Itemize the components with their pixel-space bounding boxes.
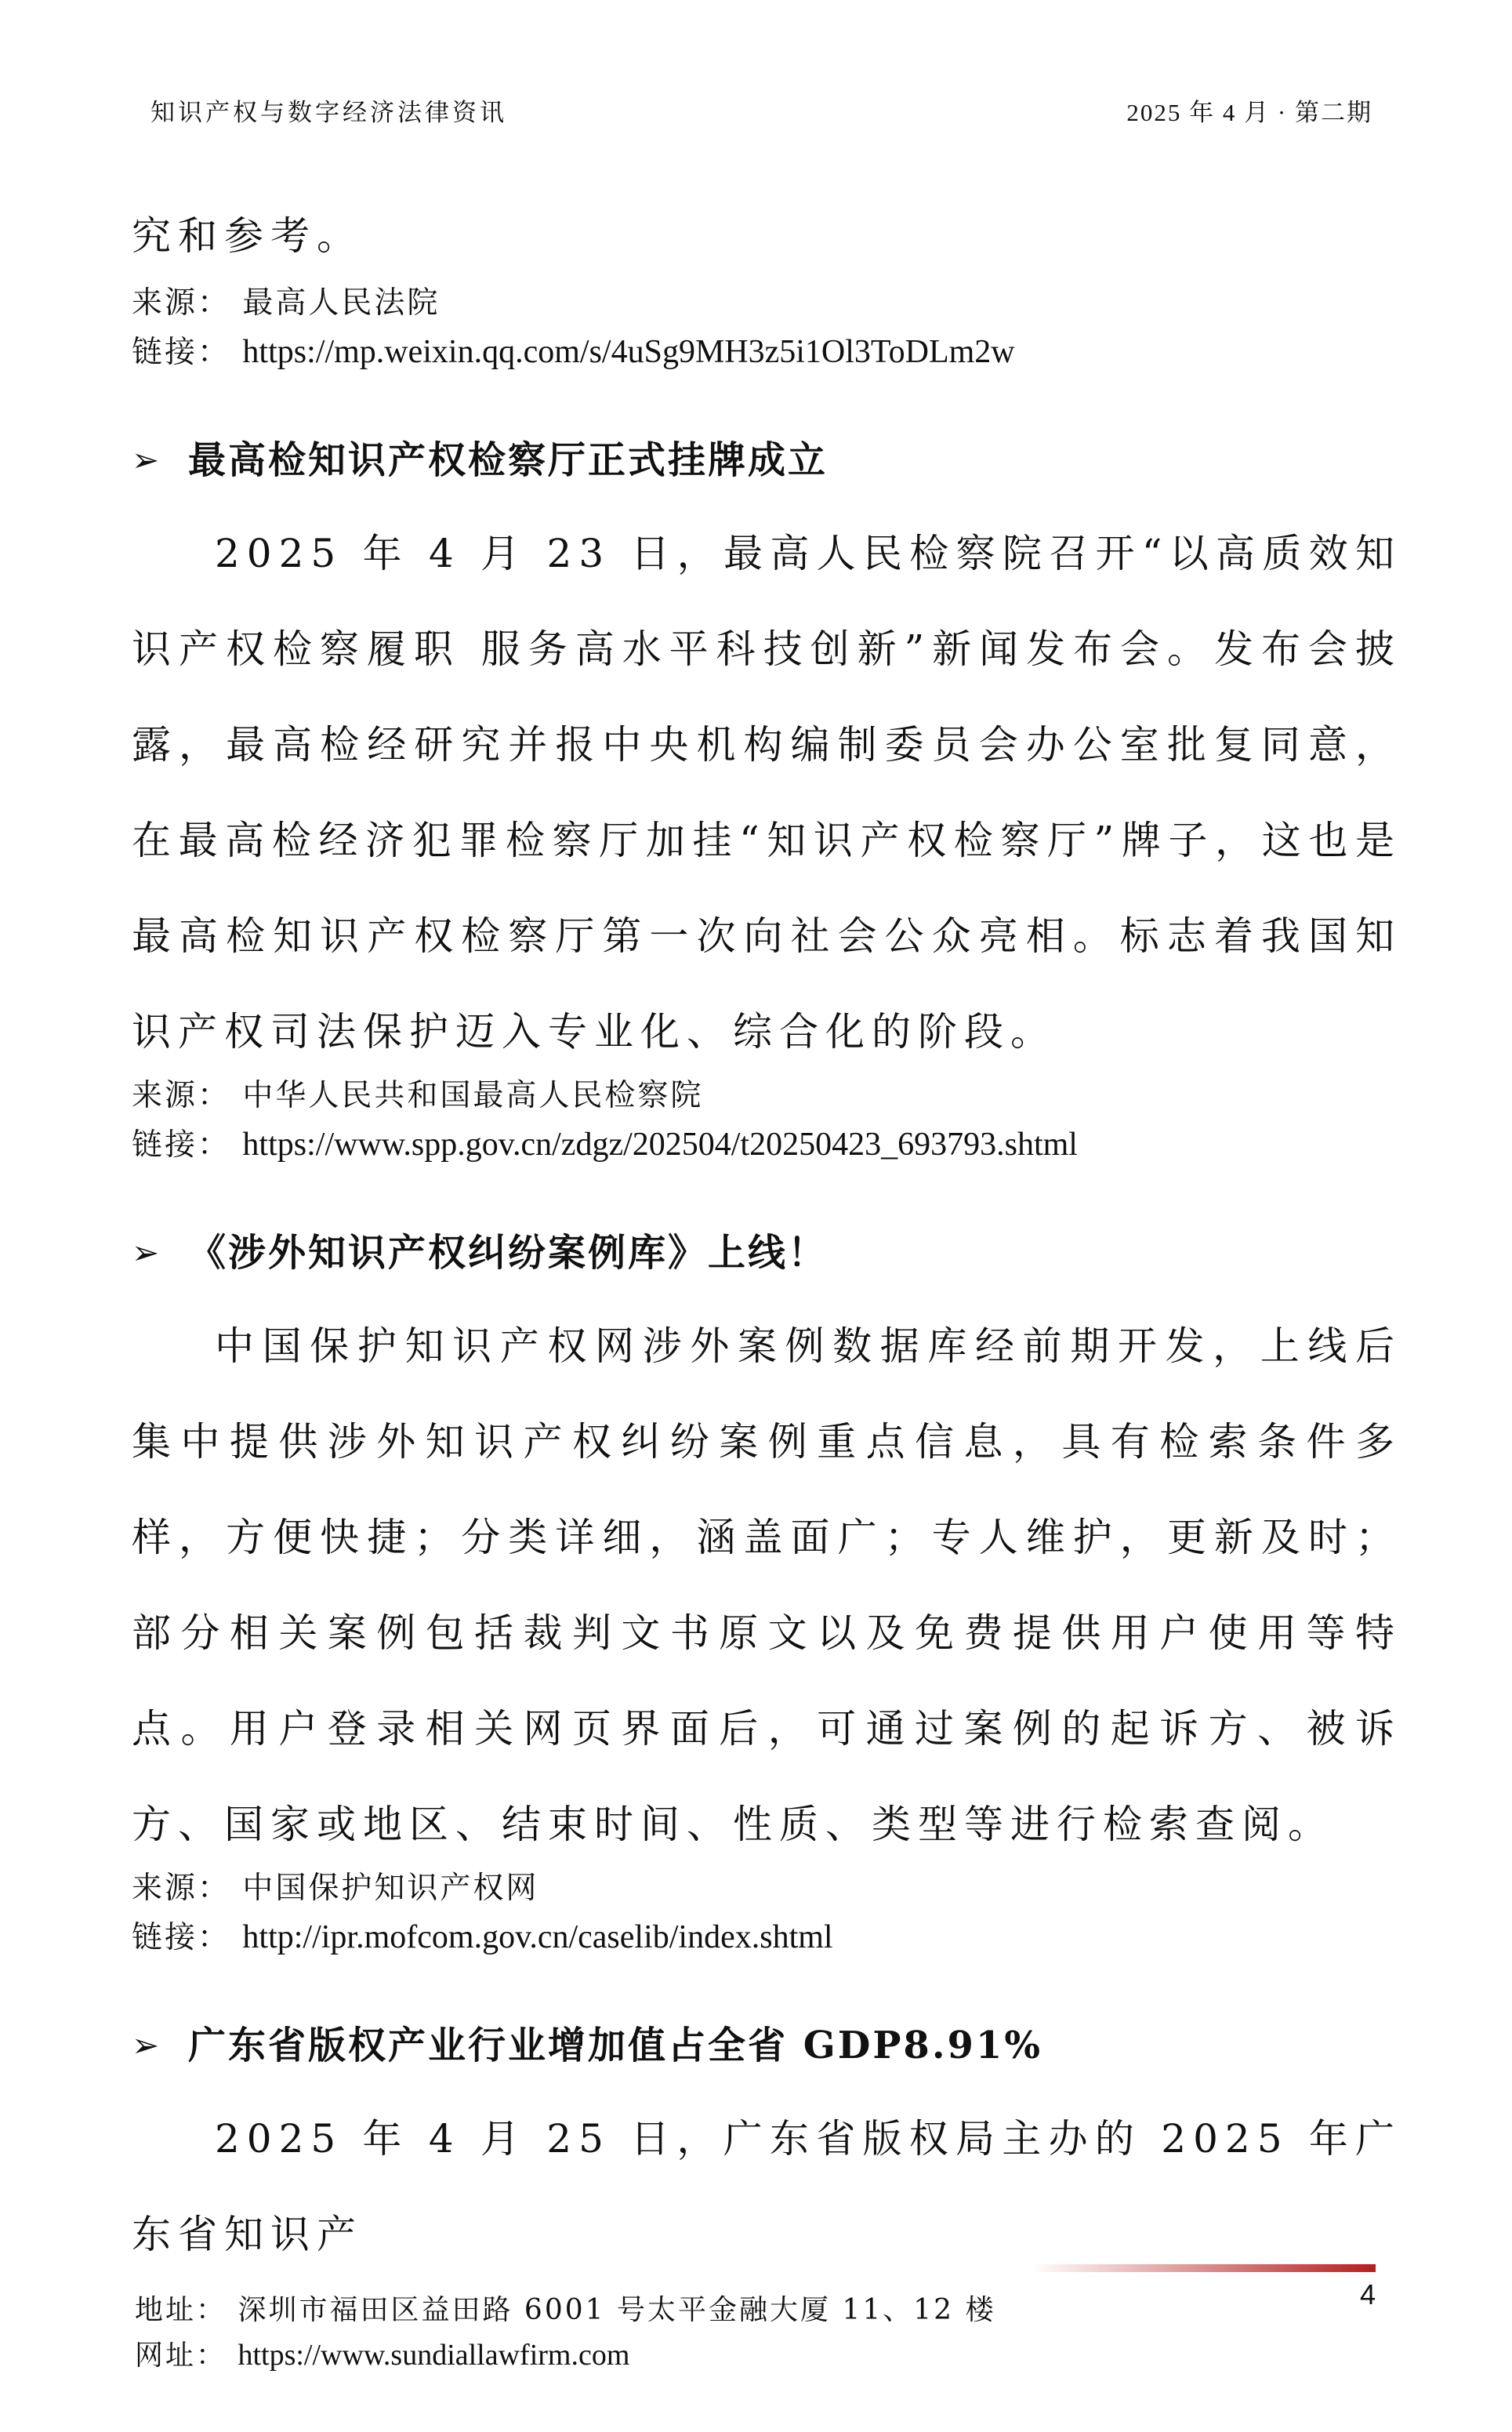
link-url[interactable]: http://ipr.mofcom.gov.cn/caselib/index.shtml bbox=[242, 1919, 833, 1955]
arrow-bullet-icon: ➢ bbox=[132, 2026, 162, 2064]
section-title-text: 《涉外知识产权纠纷案例库》上线！ bbox=[188, 1231, 829, 1275]
section-link bbox=[132, 1913, 1401, 1962]
address-label: 地址： bbox=[135, 2294, 227, 2326]
source-name: 中国保护知识产权网 bbox=[242, 1871, 539, 1906]
section-body: 2025 年 4 月 25 日，广东省版权局主办的 2025 年广东省知识产 bbox=[132, 2116, 1401, 2257]
section-title-text: 最高检知识产权检察厅正式挂牌成立 bbox=[188, 438, 829, 482]
footer-divider bbox=[1031, 2264, 1376, 2272]
link-url[interactable]: https://www.spp.gov.cn/zdgz/202504/t20250423_693793.shtml bbox=[242, 1127, 1078, 1163]
header-issue-date: 2025 年 4 月 · 第二期 bbox=[1126, 99, 1372, 126]
link-url[interactable]: https://mp.weixin.qq.com/s/4uSg9MH3z5i1Ol3ToDLm2w bbox=[242, 334, 1015, 370]
document-content bbox=[132, 182, 1401, 2282]
arrow-bullet-icon: ➢ bbox=[132, 441, 162, 479]
intro-link bbox=[132, 328, 1401, 377]
section-title bbox=[132, 429, 1401, 492]
intro-continuation: 究和参考。 bbox=[132, 213, 363, 259]
section-title bbox=[132, 1221, 1401, 1284]
source-label: 来源： bbox=[132, 1871, 231, 1906]
section-body: 中国保护知识产权网涉外案例数据库经前期开发，上线后集中提供涉外知识产权纠纷案例重点信息，具有检索条件多样，方便快捷；分类详细，涵盖面广；专人维护，更新及时；部分相关案例包括裁判文书原文以及免费提供用户使用等特点。用户登录相关网页界面后，可通过案例的起诉方、被诉方、国家或地区、结束时间、性质、类型等进行检索查阅。 bbox=[132, 1323, 1401, 1847]
link-label: 链接： bbox=[132, 1920, 231, 1955]
section-title-text: 广东省版权产业行业增加值占全省 GDP8.91% bbox=[188, 2024, 1042, 2067]
source-label: 来源： bbox=[132, 285, 231, 321]
address-text: 深圳市福田区益田路 6001 号太平金融大厦 11、12 楼 bbox=[237, 2294, 996, 2326]
website-label: 网址： bbox=[135, 2339, 227, 2372]
website-url[interactable]: https://www.sundiallawfirm.com bbox=[237, 2339, 630, 2372]
footer-website bbox=[135, 2333, 629, 2373]
section-link bbox=[132, 1120, 1401, 1170]
page-number: 4 bbox=[1359, 2278, 1376, 2310]
source-name: 最高人民法院 bbox=[242, 285, 441, 321]
footer-address bbox=[135, 2288, 995, 2328]
source-name: 中华人民共和国最高人民检察院 bbox=[242, 1078, 704, 1113]
section-body: 2025 年 4 月 23 日，最高人民检察院召开“以高质效知识产权检察履职 服务高水平科技创新”新闻发布会。发布会披露，最高检经研究并报中央机构编制委员会办公室批复同意，在最高检经济犯罪检察厅加挂“知识产权检察厅”牌子，这也是最高检知识产权检察厅第一次向社会公众亮相。标志着我国知识产权司法保护迈入专业化、综合化的阶段。 bbox=[132, 531, 1401, 1054]
link-label: 链接： bbox=[132, 1127, 231, 1163]
intro-source bbox=[132, 279, 1401, 328]
source-label: 来源： bbox=[132, 1078, 231, 1113]
header-publication-title: 知识产权与数字经济法律资讯 bbox=[150, 99, 507, 127]
link-label: 链接： bbox=[132, 335, 231, 370]
arrow-bullet-icon: ➢ bbox=[132, 1233, 162, 1272]
section-title bbox=[132, 2014, 1401, 2077]
